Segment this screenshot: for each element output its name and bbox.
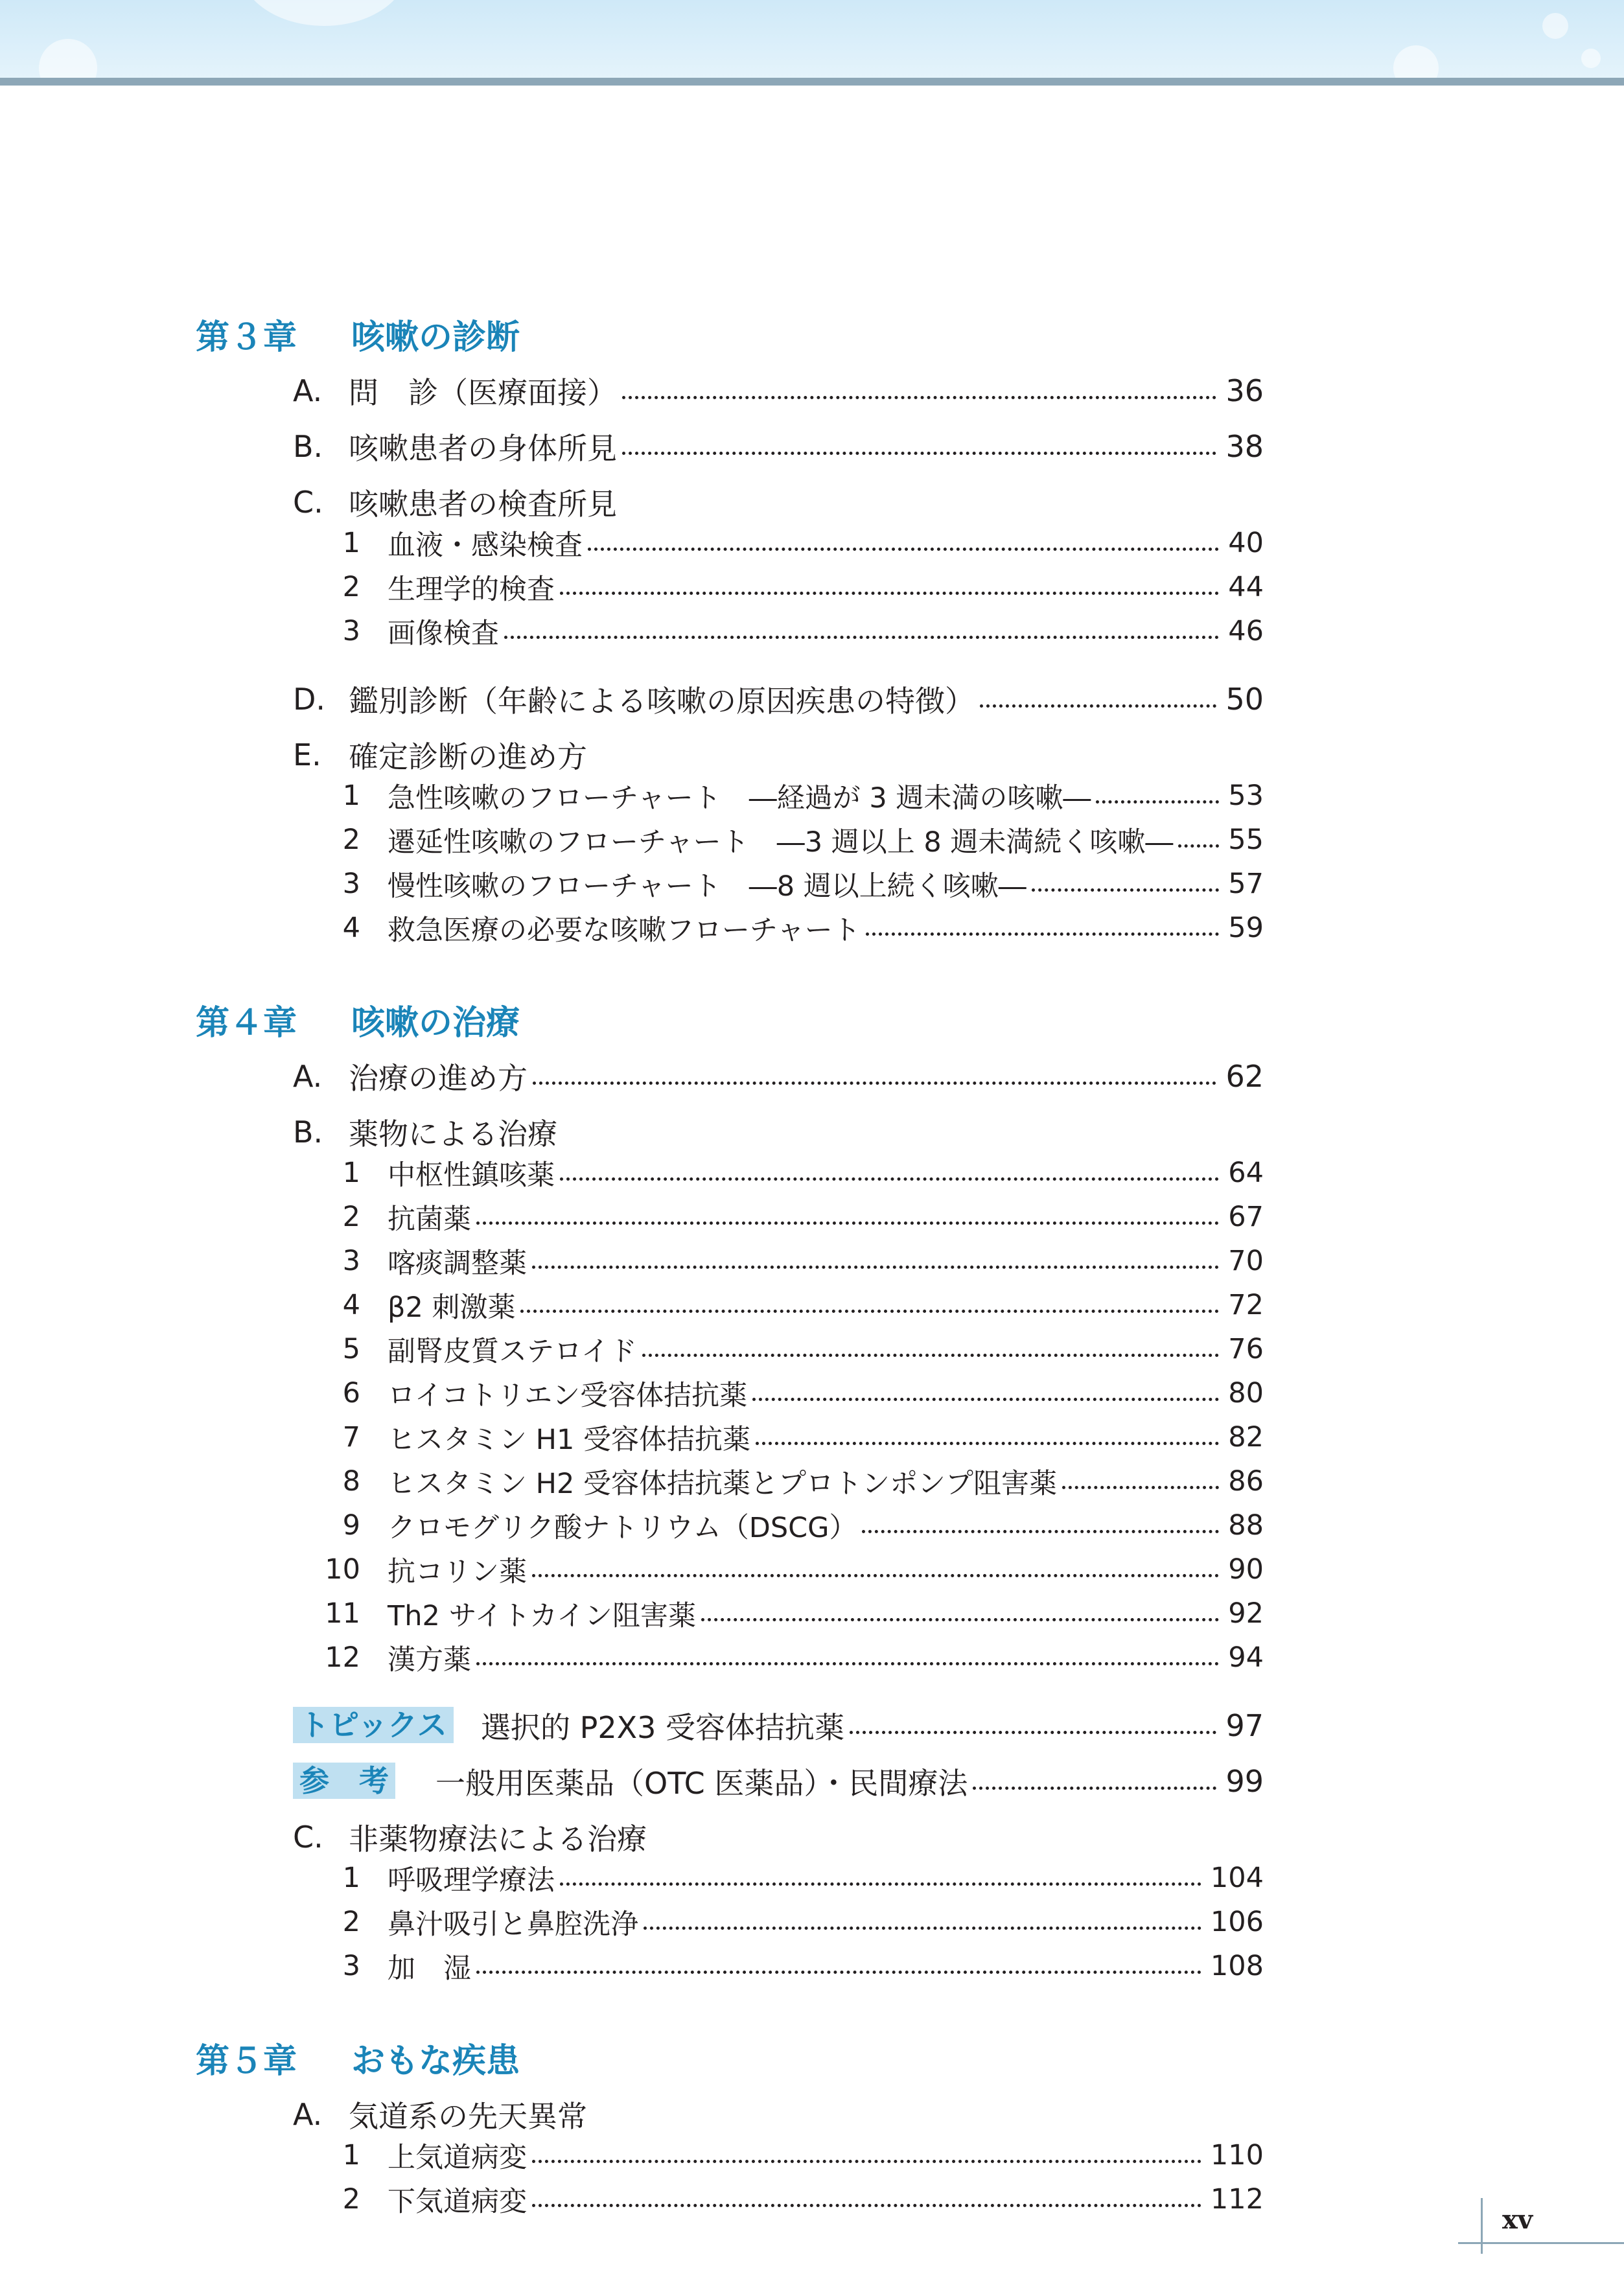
chapter-title: 咳嗽の診断 xyxy=(351,318,520,357)
toc-leader-dots xyxy=(476,1971,1201,1974)
toc-page-number: 53 xyxy=(1228,780,1264,812)
subsection-title: 血液・感染検査 xyxy=(388,529,583,562)
section-title: 薬物による治療 xyxy=(349,1117,557,1152)
toc-leader-dots xyxy=(560,1882,1201,1886)
subsection-number: 2 xyxy=(342,1906,360,1938)
toc-page-number: 94 xyxy=(1228,1641,1264,1674)
subsection-number: 4 xyxy=(342,1289,360,1321)
subsection-number: 3 xyxy=(342,1950,360,1982)
subsection-number: 1 xyxy=(342,780,360,812)
toc-leader-dots xyxy=(532,1574,1219,1577)
subsection-number: 3 xyxy=(342,615,360,647)
toc-subsection-entry xyxy=(293,862,1444,906)
toc-subsection-entry xyxy=(293,521,1444,565)
toc-page-number: 80 xyxy=(1228,1377,1264,1409)
subsection-number: 12 xyxy=(325,1641,360,1674)
toc-leader-dots xyxy=(850,1731,1216,1734)
toc-leader-dots xyxy=(1062,1486,1219,1489)
subsection-number: 1 xyxy=(342,1862,360,1894)
toc-page-number: 72 xyxy=(1228,1289,1264,1321)
decorative-bubble xyxy=(1542,13,1568,39)
subsection-title: 副腎皮質ステロイド xyxy=(388,1335,637,1368)
section-letter: E. xyxy=(293,737,321,772)
section-letter: A. xyxy=(293,373,323,408)
toc-subsection-entry xyxy=(293,1636,1444,1680)
toc-page-number: 62 xyxy=(1225,1059,1264,1094)
toc-page-number: 104 xyxy=(1210,1862,1264,1894)
toc-subsection-entry xyxy=(293,1195,1444,1239)
toc-leader-dots xyxy=(520,1310,1219,1313)
subsection-title: 呼吸理学療法 xyxy=(388,1864,555,1897)
section-title: 治療の進め方 xyxy=(349,1061,528,1096)
subsection-title: ロイコトリエン受容体拮抗薬 xyxy=(388,1379,748,1412)
page-header-band xyxy=(0,0,1624,78)
section-letter: A. xyxy=(293,1059,323,1094)
folio-rule xyxy=(1481,2198,1483,2254)
section-letter: C. xyxy=(293,1820,323,1855)
toc-page-number: 64 xyxy=(1228,1157,1264,1189)
toc-subsection-entry xyxy=(293,2133,1444,2177)
toc-subsection-entry xyxy=(293,906,1444,950)
toc-leader-dots xyxy=(756,1442,1219,1445)
subsection-number: 8 xyxy=(342,1465,360,1498)
toc-subsection-entry xyxy=(293,818,1444,862)
toc-leader-dots xyxy=(560,1177,1219,1181)
toc-page-number: 108 xyxy=(1210,1950,1264,1982)
subsection-title: 抗菌薬 xyxy=(388,1203,471,1236)
toc-subsection-entry xyxy=(293,1371,1444,1415)
toc-page-number: 97 xyxy=(1225,1708,1264,1743)
toc-page-number: 70 xyxy=(1228,1245,1264,1277)
toc-page-number: 57 xyxy=(1228,868,1264,900)
toc-leader-dots xyxy=(1178,844,1219,848)
toc-leader-dots xyxy=(588,548,1219,551)
subsection-title: Th2 サイトカイン阻害薬 xyxy=(388,1599,696,1632)
toc-leader-dots xyxy=(622,396,1216,399)
toc-page-number: 55 xyxy=(1228,824,1264,856)
toc-tagged-entry xyxy=(293,1754,1444,1809)
toc-subsection-entry xyxy=(293,609,1444,653)
subsection-title: 遷延性咳嗽のフローチャート ―3 週以上 8 週未満続く咳嗽― xyxy=(388,826,1174,859)
chapter-number: 第３章 xyxy=(196,318,297,357)
chapter-number: 第４章 xyxy=(196,1003,297,1043)
subsection-number: 4 xyxy=(342,912,360,944)
section-title: 選択的 P2X3 受容体拮抗薬 xyxy=(481,1710,845,1745)
subsection-number: 3 xyxy=(342,1245,360,1277)
toc-leader-dots xyxy=(701,1618,1219,1621)
subsection-title: ヒスタミン H1 受容体拮抗薬 xyxy=(388,1423,751,1456)
toc-page-number: 82 xyxy=(1228,1421,1264,1453)
subsection-title: ヒスタミン H2 受容体拮抗薬とプロトンポンプ阻害薬 xyxy=(388,1467,1058,1500)
subsection-title: 救急医療の必要な咳嗽フローチャート xyxy=(388,914,861,947)
chapter-number: 第５章 xyxy=(196,2041,297,2081)
header-rule xyxy=(0,78,1624,86)
toc-leader-dots xyxy=(1032,888,1220,892)
chapter-heading xyxy=(196,990,1444,1048)
subsection-number: 7 xyxy=(342,1421,360,1453)
toc-subsection-entry xyxy=(293,1547,1444,1592)
toc-leader-dots xyxy=(504,636,1219,639)
toc-page-number: 38 xyxy=(1225,429,1264,464)
toc-page-number: 86 xyxy=(1228,1465,1264,1498)
toc-page-number: 76 xyxy=(1228,1333,1264,1365)
section-title: 咳嗽患者の身体所見 xyxy=(349,431,617,466)
section-tag: トピックス xyxy=(293,1707,454,1743)
section-title: 気道系の先天異常 xyxy=(349,2099,587,2134)
subsection-title: 下気道病変 xyxy=(388,2185,527,2218)
subsection-number: 11 xyxy=(325,1597,360,1630)
subsection-number: 10 xyxy=(325,1553,360,1586)
subsection-number: 2 xyxy=(342,2183,360,2216)
toc-page-number: 106 xyxy=(1210,1906,1264,1938)
toc-page-number: 36 xyxy=(1225,373,1264,408)
subsection-number: 2 xyxy=(342,571,360,603)
subsection-number: 1 xyxy=(342,1157,360,1189)
toc-subsection-entry xyxy=(293,1503,1444,1547)
toc-leader-dots xyxy=(476,1662,1219,1665)
section-tag: 参 考 xyxy=(293,1763,395,1799)
chapter-heading xyxy=(196,2028,1444,2087)
toc-page-number: 90 xyxy=(1228,1553,1264,1586)
section-title: 一般用医薬品（OTC 医薬品）・民間療法 xyxy=(435,1766,968,1801)
toc-page-number: 50 xyxy=(1225,682,1264,717)
section-letter: D. xyxy=(293,682,326,717)
toc-subsection-entry xyxy=(293,1327,1444,1371)
toc-page-number: 92 xyxy=(1228,1597,1264,1630)
toc-tagged-entry xyxy=(293,1698,1444,1754)
subsection-title: 加 湿 xyxy=(388,1952,471,1985)
section-title: 咳嗽患者の検査所見 xyxy=(349,487,617,522)
toc-leader-dots xyxy=(532,1266,1219,1269)
toc-section-entry xyxy=(293,419,1444,474)
toc-page-number: 99 xyxy=(1225,1764,1264,1799)
chapter-heading xyxy=(196,305,1444,363)
subsection-title: 急性咳嗽のフローチャート ―経過が 3 週未満の咳嗽― xyxy=(388,781,1091,815)
toc-leader-dots xyxy=(560,592,1219,595)
section-title: 確定診断の進め方 xyxy=(349,739,587,774)
subsection-title: 中枢性鎮咳薬 xyxy=(388,1159,555,1192)
toc-page-number: 67 xyxy=(1228,1201,1264,1233)
toc-subsection-entry xyxy=(293,1459,1444,1503)
subsection-number: 9 xyxy=(342,1509,360,1542)
toc-page-number: 40 xyxy=(1228,527,1264,559)
toc-page-number: 88 xyxy=(1228,1509,1264,1542)
toc-page-number: 44 xyxy=(1228,571,1264,603)
toc-leader-dots xyxy=(642,1354,1219,1357)
subsection-title: β2 刺激薬 xyxy=(388,1291,516,1324)
toc-page-number: 59 xyxy=(1228,912,1264,944)
subsection-number: 1 xyxy=(342,2139,360,2171)
toc-page-number: 112 xyxy=(1210,2183,1264,2216)
toc-section-entry xyxy=(293,1048,1444,1104)
toc-leader-dots xyxy=(980,704,1216,708)
decorative-bubble xyxy=(1393,45,1439,78)
toc-subsection-entry xyxy=(293,1415,1444,1459)
section-title: 鑑別診断（年齢による咳嗽の原因疾患の特徴） xyxy=(349,684,975,719)
toc-subsection-entry xyxy=(293,565,1444,609)
toc-leader-dots xyxy=(862,1530,1219,1533)
section-letter: A. xyxy=(293,2097,323,2132)
subsection-number: 3 xyxy=(342,868,360,900)
toc-subsection-entry xyxy=(293,1856,1444,1900)
decorative-bubble xyxy=(1581,49,1601,68)
toc-leader-dots xyxy=(532,2204,1201,2207)
toc-subsection-entry xyxy=(293,1944,1444,1988)
subsection-title: 喀痰調整薬 xyxy=(388,1247,527,1280)
toc-leader-dots xyxy=(1096,800,1219,804)
subsection-title: 漢方薬 xyxy=(388,1643,471,1676)
toc-subsection-entry xyxy=(293,1900,1444,1944)
toc-subsection-entry xyxy=(293,2177,1444,2221)
subsection-number: 2 xyxy=(342,1201,360,1233)
section-letter: B. xyxy=(293,1115,323,1150)
toc-subsection-entry xyxy=(293,1283,1444,1327)
toc-page-number: 46 xyxy=(1228,615,1264,647)
toc-section-entry xyxy=(293,671,1444,727)
toc-subsection-entry xyxy=(293,774,1444,818)
toc-leader-dots xyxy=(622,452,1216,455)
subsection-number: 2 xyxy=(342,824,360,856)
subsection-title: クロモグリク酸ナトリウム（DSCG） xyxy=(388,1511,857,1544)
subsection-number: 6 xyxy=(342,1377,360,1409)
section-letter: C. xyxy=(293,485,323,520)
section-title: 非薬物療法による治療 xyxy=(349,1822,647,1857)
toc-page-number: 110 xyxy=(1210,2139,1264,2171)
toc-section-entry xyxy=(293,363,1444,419)
toc-leader-dots xyxy=(476,1221,1219,1225)
toc-leader-dots xyxy=(752,1398,1219,1401)
toc-leader-dots xyxy=(866,932,1220,936)
decorative-bubble xyxy=(240,0,408,26)
decorative-bubble xyxy=(39,39,97,78)
toc-leader-dots xyxy=(644,1927,1201,1930)
folio-rule xyxy=(1458,2242,1624,2244)
toc-subsection-entry xyxy=(293,1239,1444,1283)
section-letter: B. xyxy=(293,429,323,464)
toc-subsection-entry xyxy=(293,1151,1444,1195)
section-title: 問 診（医療面接） xyxy=(349,375,617,410)
subsection-title: 鼻汁吸引と鼻腔洗浄 xyxy=(388,1908,638,1941)
toc-leader-dots xyxy=(973,1787,1216,1790)
subsection-number: 1 xyxy=(342,527,360,559)
subsection-title: 上気道病変 xyxy=(388,2141,527,2174)
toc-leader-dots xyxy=(533,1082,1216,1085)
subsection-title: 慢性咳嗽のフローチャート ―8 週以上続く咳嗽― xyxy=(388,870,1027,903)
subsection-title: 抗コリン薬 xyxy=(388,1555,527,1588)
subsection-title: 生理学的検査 xyxy=(388,573,555,606)
subsection-number: 5 xyxy=(342,1333,360,1365)
chapter-title: おもな疾患 xyxy=(351,2041,520,2081)
page-folio: xv xyxy=(1502,2205,1533,2235)
toc-leader-dots xyxy=(532,2160,1201,2163)
chapter-title: 咳嗽の治療 xyxy=(351,1003,520,1043)
toc-subsection-entry xyxy=(293,1592,1444,1636)
subsection-title: 画像検査 xyxy=(388,617,499,650)
